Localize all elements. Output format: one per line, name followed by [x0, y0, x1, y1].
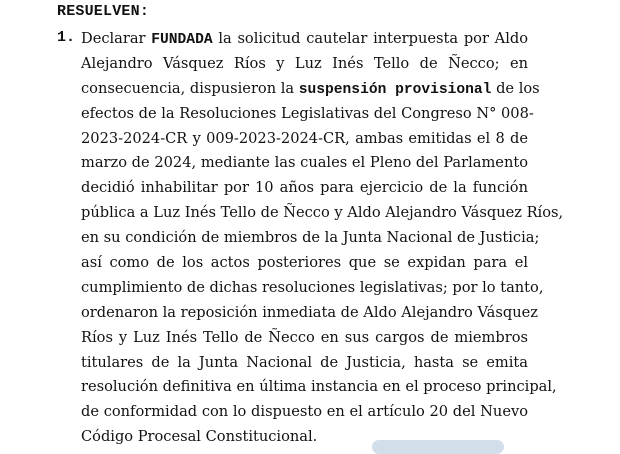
paragraph-line: pública a Luz Inés Tello de Ñecco y Aldo Alejandro Vásquez Ríos, — [81, 204, 564, 222]
paragraph-line: Declarar FUNDADA la solicitud cautelar interpuesta por Aldo — [81, 30, 529, 48]
paragraph-line: efectos de la Resoluciones Legislativas del Congreso N° 008- — [81, 104, 534, 122]
paragraph-line: en su condición de miembros de la Junta Nacional de Justicia; — [81, 229, 540, 247]
suspension-emphasis: suspensión provisional — [298, 81, 492, 98]
paragraph-line: Ríos y Luz Inés Tello de Ñecco en sus cargos de miembros — [81, 328, 528, 346]
paragraph-line: titulares de la Junta Nacional de Justicia, hasta se emita — [81, 353, 528, 371]
paragraph-line: consecuencia, dispusieron la suspensión provisional de los — [81, 79, 540, 98]
fundada-emphasis: FUNDADA — [151, 32, 213, 48]
paragraph-line: 2023-2024-CR y 009-2023-2024-CR, ambas emitidas el 8 de — [81, 129, 528, 147]
decorative-blur — [372, 440, 504, 454]
paragraph-line: así como de los actos posteriores que se expidan para el — [81, 254, 528, 272]
paragraph-line: cumplimiento de dichas resoluciones legislativas; por lo tanto, — [81, 278, 544, 296]
item-number: 1. — [57, 29, 76, 46]
paragraph-line: decidió inhabilitar por 10 años para ejercicio de la función — [81, 179, 528, 197]
paragraph-line: marzo de 2024, mediante las cuales el Pleno del Parlamento — [81, 154, 528, 172]
resolution-paragraph — [81, 27, 564, 450]
paragraph-line: de conformidad con lo dispuesto en el artículo 20 del Nuevo — [81, 403, 528, 421]
paragraph-line: resolución definitiva en última instancia en el proceso principal, — [81, 378, 557, 396]
section-heading: RESUELVEN: — [57, 3, 150, 20]
paragraph-line-last: Código Procesal Constitucional. — [81, 428, 318, 446]
paragraph-line: Alejandro Vásquez Ríos y Luz Inés Tello de Ñecco; en — [81, 54, 528, 72]
paragraph-line: ordenaron la reposición inmediata de Aldo Alejandro Vásquez — [81, 303, 538, 321]
